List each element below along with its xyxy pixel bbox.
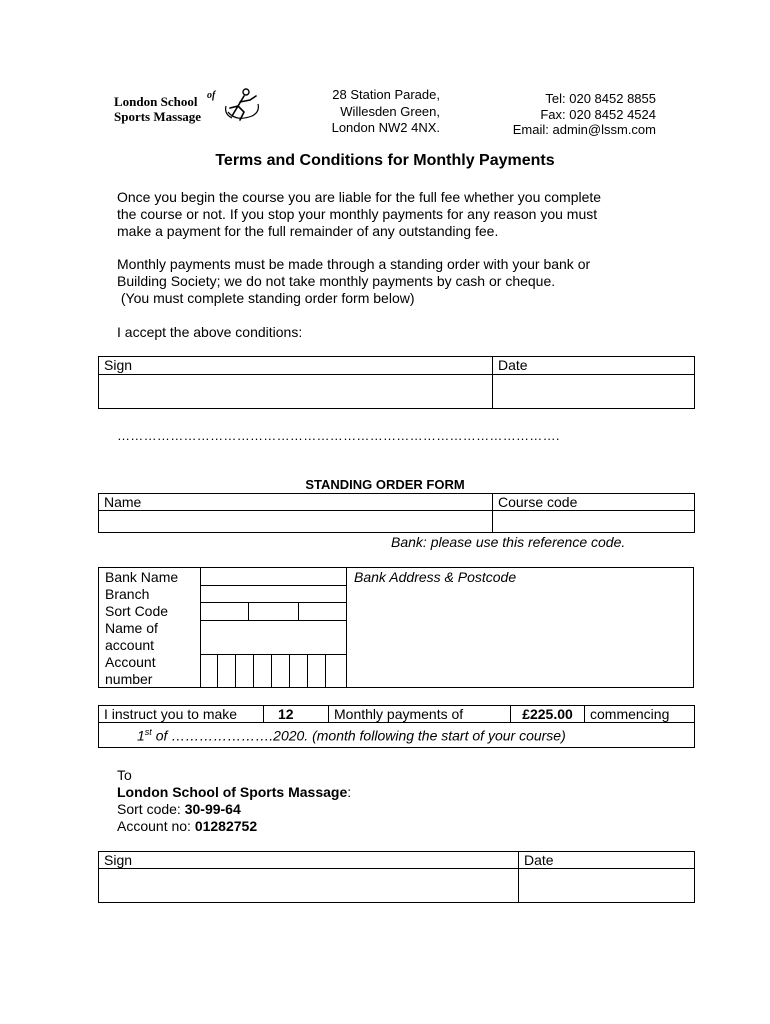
commencing-label: commencing — [585, 706, 695, 723]
payee-sort-code: 30-99-64 — [184, 801, 241, 817]
branch-label: Branch — [105, 586, 150, 602]
name-label: Name — [99, 494, 493, 511]
bank-address-label: Bank Address & Postcode — [354, 569, 517, 585]
bank-name-label: Bank Name — [105, 569, 179, 585]
account-no-line — [117, 818, 351, 835]
sort-code-line — [117, 801, 351, 818]
payment-amount[interactable]: £225.00 — [511, 706, 585, 723]
bank-address-field[interactable] — [347, 588, 693, 687]
payee-name-line — [117, 784, 351, 801]
monthly-payments-label: Monthly payments of — [329, 706, 511, 723]
terms-line: (You must complete standing order form below) — [117, 290, 415, 306]
account-name-label-2: account — [105, 637, 155, 653]
sign-label: Sign — [99, 357, 493, 375]
address-line-3: London NW2 4NX. — [331, 120, 440, 135]
terms-line: the course or not. If you stop your monthly payments for any reason you must — [117, 206, 598, 222]
standing-order-title: STANDING ORDER FORM — [305, 477, 465, 492]
terms-paragraph-1 — [117, 189, 677, 240]
payee-colon: : — [347, 784, 352, 800]
bank-details-box — [98, 567, 694, 688]
account-name-field[interactable] — [200, 621, 346, 655]
commencing-date-row[interactable] — [99, 723, 695, 748]
instruction-sign-table — [98, 851, 695, 903]
telephone: Tel: 020 8452 8855 — [545, 91, 656, 106]
course-code-label: Course code — [493, 494, 695, 511]
name-course-table — [98, 493, 695, 533]
logo — [112, 86, 262, 126]
commencing-date-text: of ………………….2020. (month following the start of your course) — [151, 727, 566, 744]
page-title: Terms and Conditions for Monthly Payments — [215, 152, 555, 169]
address-line-2: Willesden Green, — [340, 103, 440, 119]
reference-note: Bank: please use this reference code. — [391, 534, 626, 550]
sign-field[interactable] — [99, 375, 493, 409]
terms-paragraph-2 — [117, 256, 677, 307]
terms-line: Monthly payments must be made through a standing order with your bank or — [117, 256, 591, 272]
first-day: 1 — [137, 727, 145, 744]
payee-name: London School of Sports Massage — [117, 784, 348, 800]
email: Email: admin@lssm.com — [512, 122, 656, 137]
account-name-label-1: Name of — [105, 620, 158, 636]
address-line-1: 28 Station Parade, — [332, 87, 440, 102]
sort-code-field[interactable] — [200, 603, 346, 621]
logo-line-2: Sports Massage — [114, 109, 202, 124]
payee-account-label: Account no: — [117, 818, 195, 834]
school-address — [300, 87, 440, 137]
payee-account-number: 01282752 — [194, 818, 258, 834]
logo-of: of — [207, 90, 216, 101]
bank-inputs-column — [200, 568, 347, 687]
instruct-label: I instruct you to make — [99, 706, 264, 723]
bank-name-field[interactable] — [200, 568, 346, 586]
branch-field[interactable] — [200, 586, 346, 603]
runner-icon — [222, 86, 262, 122]
account-number-field[interactable] — [200, 655, 346, 687]
sort-code-label: Sort Code — [105, 603, 169, 619]
payment-count[interactable]: 12 — [264, 706, 329, 723]
date-label: Date — [519, 852, 695, 869]
terms-line: Building Society; we do not take monthly payments by cash or cheque. — [117, 273, 556, 289]
school-contact — [470, 91, 656, 138]
bank-labels-column — [99, 568, 201, 687]
course-code-field[interactable] — [493, 511, 695, 533]
account-number-label-2: number — [105, 671, 153, 687]
name-field[interactable] — [99, 511, 493, 533]
sort-code-middle-box[interactable] — [248, 603, 299, 620]
accept-conditions-text: I accept the above conditions: — [117, 324, 303, 340]
date-label: Date — [493, 357, 695, 375]
terms-line: Once you begin the course you are liable for the full fee whether you complete — [117, 189, 602, 205]
sign-field[interactable] — [99, 869, 519, 903]
acceptance-sign-table — [98, 356, 695, 409]
payee-details — [117, 767, 351, 835]
payment-instruction-table — [98, 705, 695, 748]
date-field[interactable] — [519, 869, 695, 903]
fax: Fax: 020 8452 4524 — [540, 106, 656, 122]
logo-line-1: London School — [114, 94, 198, 109]
sign-label: Sign — [99, 852, 519, 869]
date-field[interactable] — [493, 375, 695, 409]
ordinal-suffix: st — [144, 726, 152, 737]
cut-line: ………………………………………………………………………………………. — [117, 428, 560, 443]
account-number-label-1: Account — [105, 654, 156, 670]
payee-sort-label: Sort code: — [117, 801, 185, 817]
to-label: To — [117, 767, 132, 783]
terms-line: make a payment for the full remainder of any outstanding fee. — [117, 223, 499, 239]
